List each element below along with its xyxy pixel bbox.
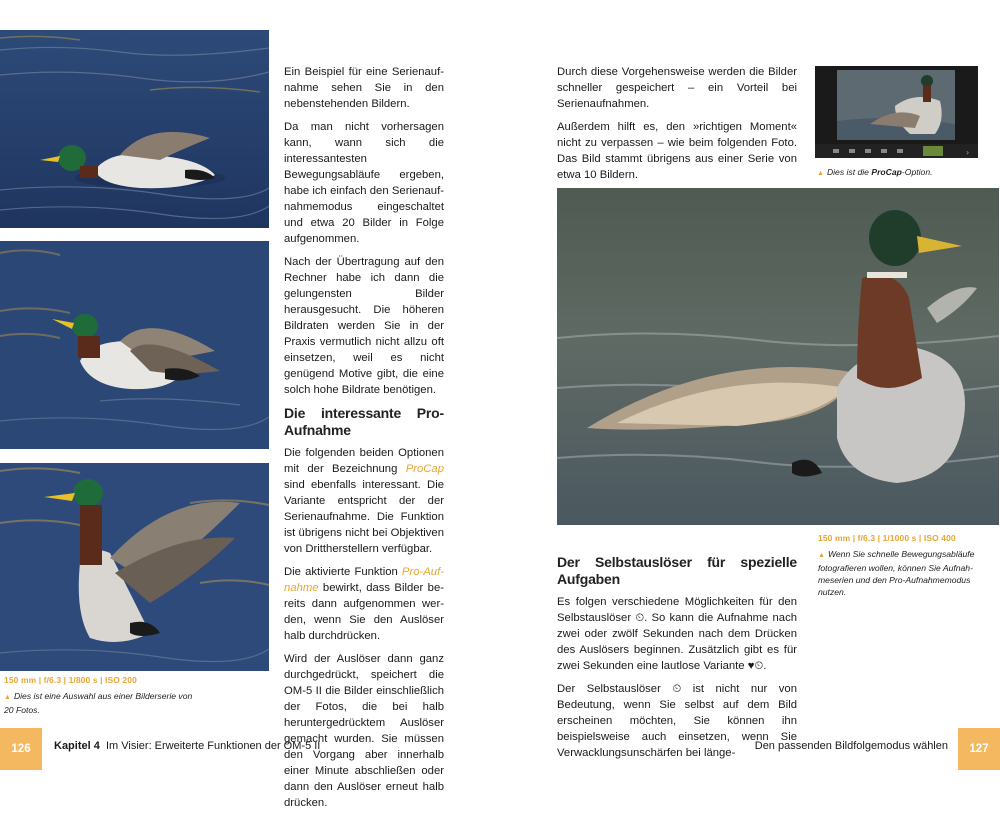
large-caption-text: Wenn Sie schnelle Bewegungsabläufe fotografieren wollen, können Sie Aufnahmeserien und den Pro-Aufnahmemodus nutzen. — [818, 549, 975, 597]
right-exif-info: 150 mm | f/6.3 | 1/1000 s | ISO 400 — [818, 533, 956, 543]
left-para-6: Wird der Auslöser dann ganz durchgedrückt, speichert die OM-5 II die Bilder einschließlich der Fotos, die bei halb heruntergedrücktem Auslöser gemacht wurden. Sie müssen den Vorgang aber innerhalb einer Minute abschließen oder dann den Auslöser erneut halb drücken. — [284, 653, 444, 809]
left-para-2: Da man nicht vorhersagen kann, wann sich die interessantesten Bewegungsabläufe ergeben, habe ich einfach den Serienaufnahmemodus eingeschaltet und etwa 20 Bilder in Folge aufgenommen. — [284, 121, 444, 245]
right-para-4: Der Selbstauslöser ⏲ ist nicht nur von Bedeutung, wenn Sie selbst auf dem Bild erscheinen möchten, Sie können ihn beispielsweise auch einsetzen, wenn Sie Verwacklungsunschärfen bei länge- — [557, 683, 797, 759]
right-top-text-column — [557, 64, 797, 190]
chapter-label: Kapitel 4 — [54, 740, 100, 752]
heading-selbstausloeser: Der Selbstauslöser für spezielle Aufgaben — [557, 554, 797, 587]
page-number-left: 126 — [0, 728, 42, 770]
duck-photo-2 — [0, 241, 269, 449]
left-exif-info: 150 mm | f/6.3 | 1/800 s | ISO 200 — [4, 675, 137, 685]
duck-photo-1 — [0, 30, 269, 228]
right-footer-title: Den passenden Bildfolgemodus wählen — [754, 740, 948, 752]
pro-aufnahme-term: Pro-Aufnahme — [284, 566, 444, 594]
caption-triangle-icon: ▲ — [817, 170, 824, 177]
left-para-4: Die folgenden beiden Optionen mit der Bezeichnung ProCap sind ebenfalls interessant. Die Variante entspricht der der Serienaufnahme. Die Funktion ist übrigens nicht bei Objektiven von Drittherstellern verfügbar. — [284, 447, 444, 555]
left-footer — [54, 740, 320, 752]
right-para-2: Außerdem hilft es, den »richtigen Moment« nicht zu verpassen – wie beim folgenden Foto. Das Bild stammt übrigens aus einer Serie von etwa 10 Bildern. — [557, 121, 797, 181]
caption-triangle-icon: ▲ — [4, 694, 11, 701]
right-para-1: Durch diese Vorgehensweise werden die Bilder schneller gespeichert – ein Vorteil bei Serienaufnahmen. — [557, 66, 797, 110]
duck-photo-3 — [0, 463, 269, 671]
left-para-3: Nach der Übertragung auf den Rechner habe ich dann die gelungensten Bilder herausgesucht. Die höheren Bildraten werden Sie in der Praxis vermutlich nicht allzu oft einsetzen, weil es nicht genügend Motive gibt, die eine solch hohe Bildrate benötigen. — [284, 256, 444, 396]
left-para-5: Die aktivierte Funktion Pro-Aufnahme bewirkt, dass Bilder bereits dann aufgenommen werden, wenn Sie den Auslöser halb durchdrücken. — [284, 566, 444, 642]
heading-pro-aufnahme: Die interessante Pro-Aufnahme — [284, 405, 444, 438]
screen-caption: ▲ Dies ist die ProCap-Option. — [817, 167, 933, 177]
procap-term: ProCap — [405, 463, 444, 475]
large-duck-photo — [557, 188, 999, 525]
chapter-title: Im Visier: Erweiterte Funktionen der OM-5 II — [105, 740, 321, 752]
camera-screen-thumbnail — [815, 66, 978, 158]
left-para-1: Ein Beispiel für eine Serienaufnahme sehen Sie in den nebenstehenden Bildern. — [284, 66, 444, 110]
large-photo-caption — [818, 548, 988, 598]
right-bottom-text-column — [557, 548, 797, 768]
left-caption-text: Dies ist eine Auswahl aus einer Bilderserie von 20 Fotos. — [4, 691, 193, 715]
caption-triangle-icon: ▲ — [818, 552, 825, 559]
svg-text:›: › — [966, 148, 970, 157]
left-photo-caption — [4, 690, 194, 716]
page-number-right: 127 — [958, 728, 1000, 770]
procap-bold-term: ProCap — [871, 167, 902, 177]
right-para-3: Es folgen verschiedene Möglichkeiten für den Selbstauslöser ⏲. So kann die Aufnahme nach zwei oder zwölf Sekunden nach dem Drücken des Auslösers beginnen. Zusätzlich gibt es für zwei Sekunden eine lautlose Variante ♥⏲. — [557, 596, 797, 672]
left-text-column — [284, 64, 444, 818]
